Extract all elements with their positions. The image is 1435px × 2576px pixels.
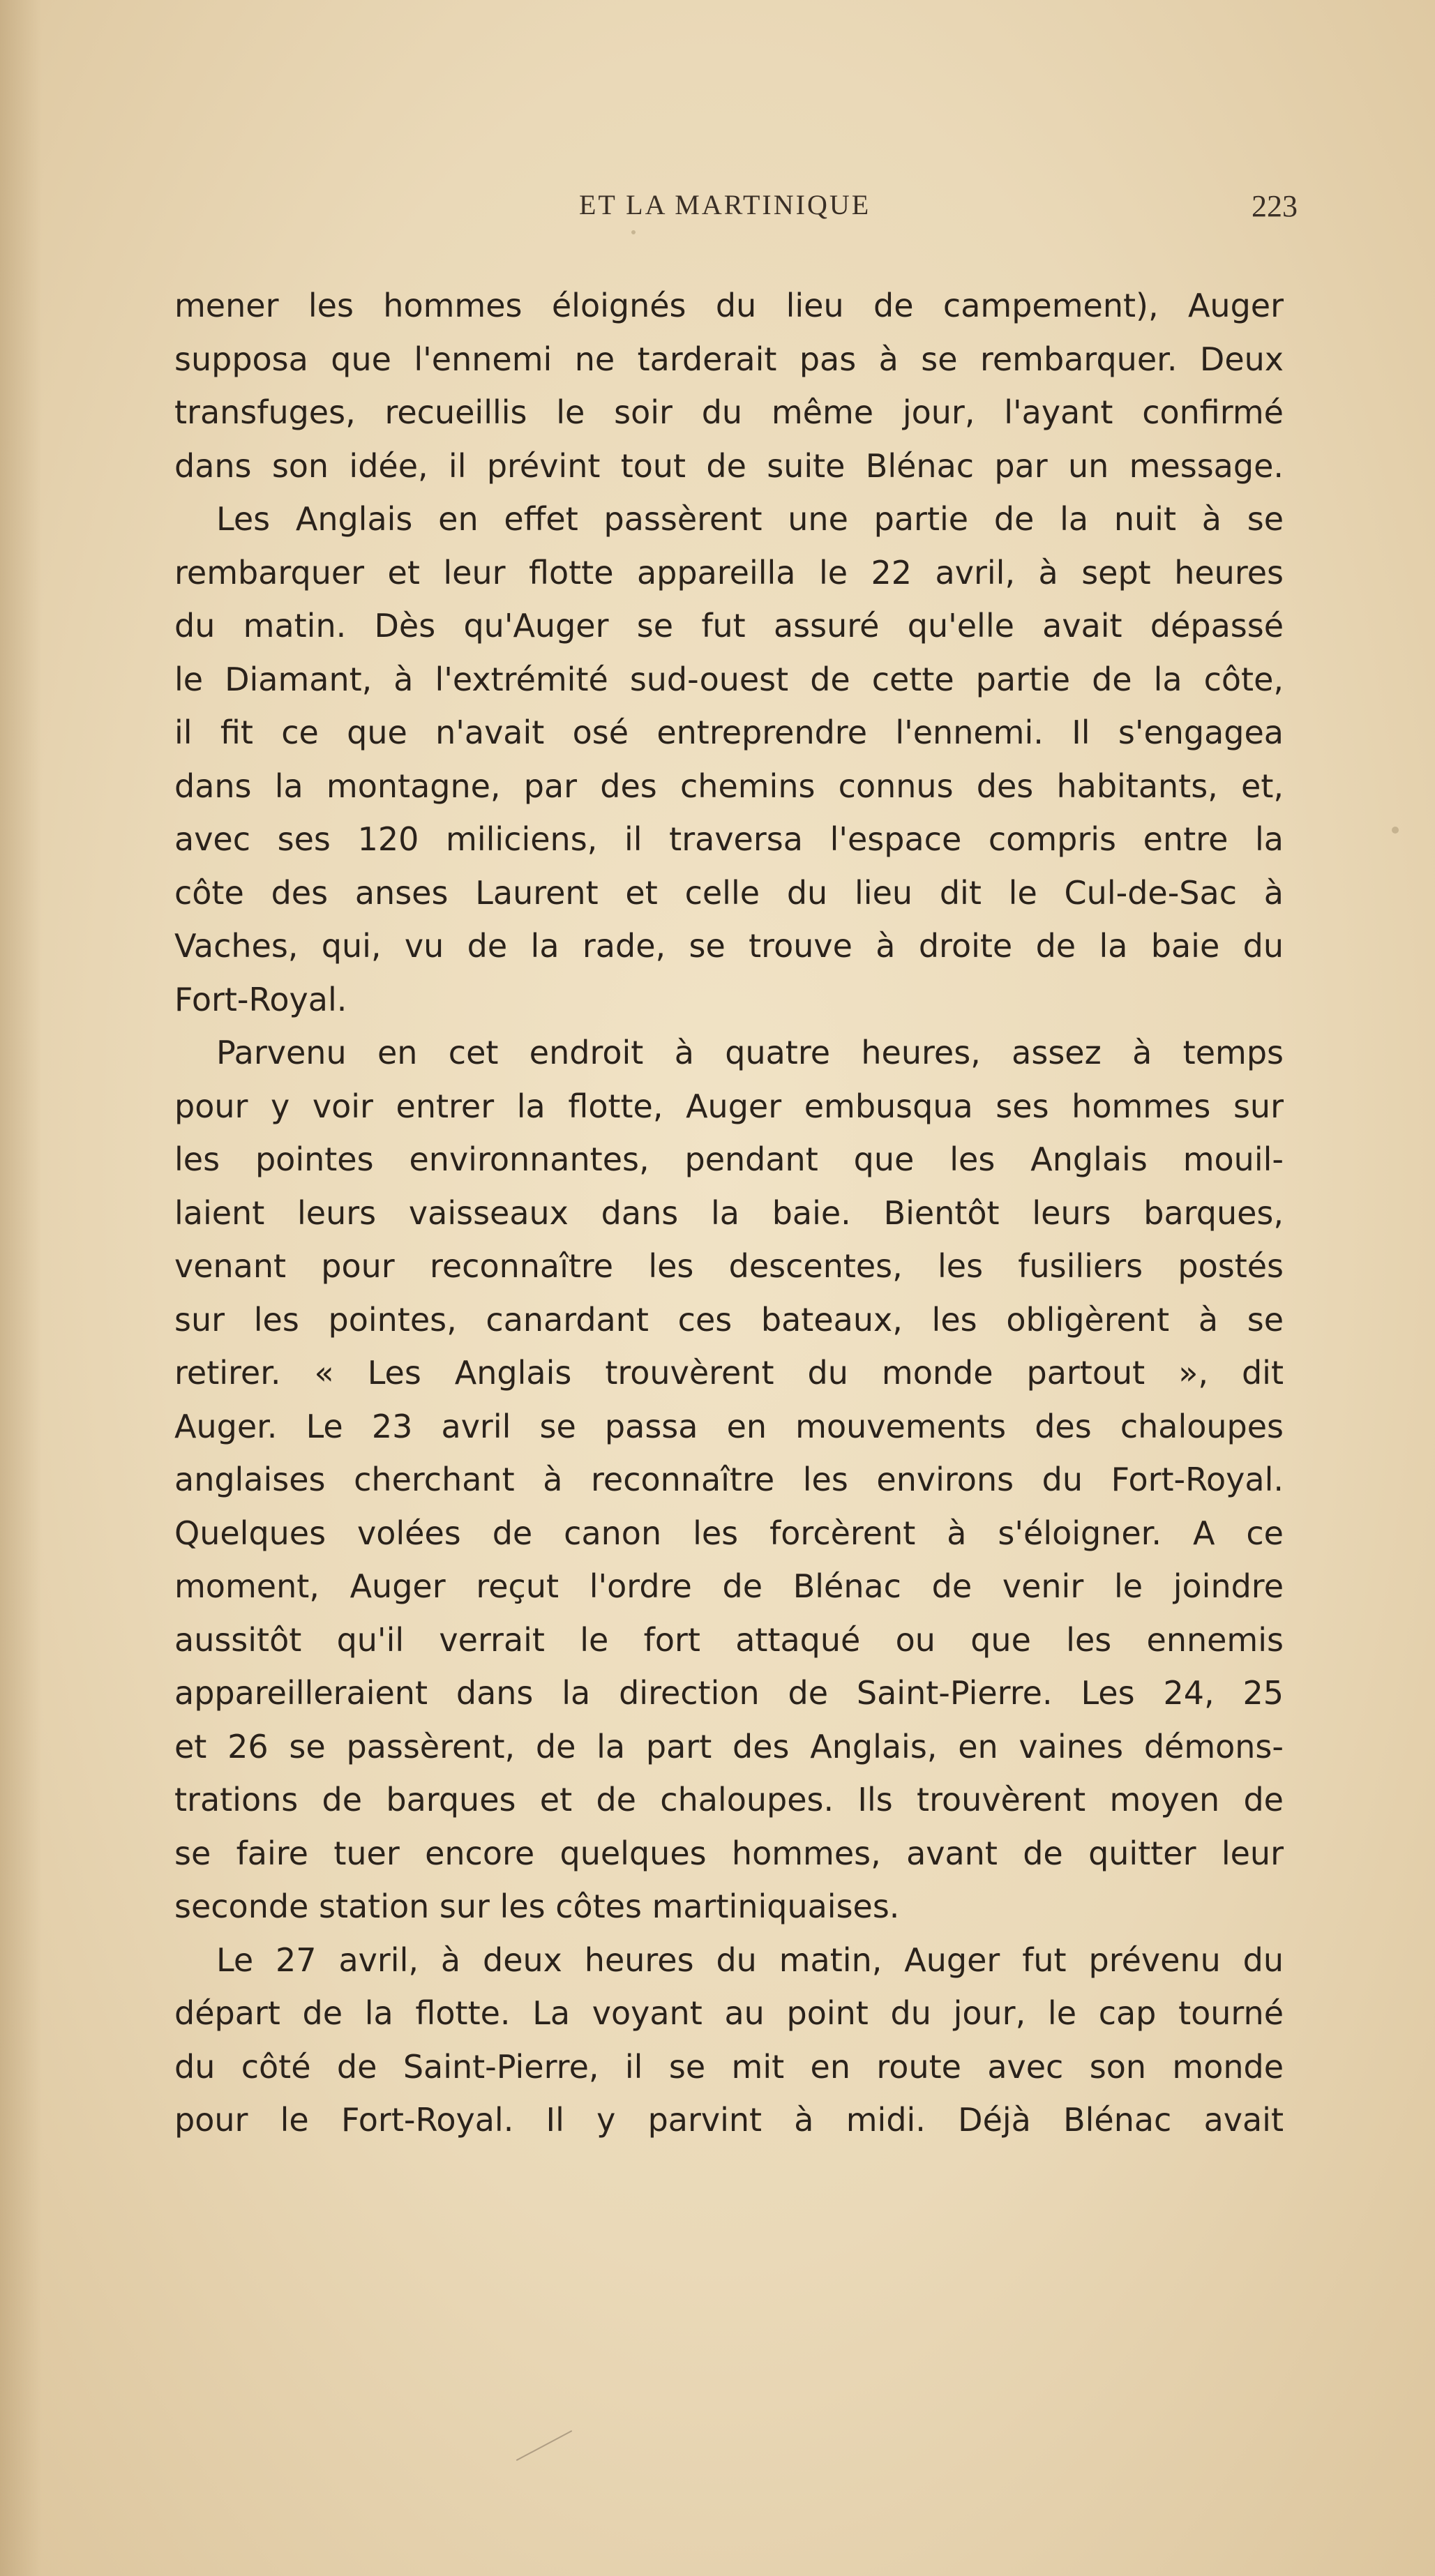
- text-line: trations de barques et de chaloupes. Ils trouvèrent moyen de: [174, 1781, 1284, 1818]
- text-line: venant pour reconnaître les descentes, les fusiliers postés: [174, 1247, 1284, 1285]
- text-line: pour y voir entrer la flotte, Auger embusqua ses hommes sur: [174, 1087, 1284, 1125]
- text-line: départ de la flotte. La voyant au point du jour, le cap tourné: [174, 1994, 1284, 2032]
- text-line: mener les hommes éloignés du lieu de campement), Auger: [174, 287, 1284, 324]
- text-line: avec ses 120 miliciens, il traversa l'espace compris entre la: [174, 820, 1284, 858]
- text-line: supposa que l'ennemi ne tarderait pas à se rembarquer. Deux: [174, 340, 1284, 378]
- text-line: du matin. Dès qu'Auger se fut assuré qu'elle avait dépassé: [174, 607, 1284, 645]
- text-line: se faire tuer encore quelques hommes, avant de quitter leur: [174, 1834, 1284, 1872]
- text-line: Le 27 avril, à deux heures du matin, Auger fut prévenu du: [216, 1941, 1284, 1979]
- text-line: retirer. « Les Anglais trouvèrent du monde partout », dit: [174, 1354, 1284, 1392]
- text-line: transfuges, recueillis le soir du même jour, l'ayant confirmé: [174, 393, 1284, 431]
- text-line: et 26 se passèrent, de la part des Anglais, en vaines démons-: [174, 1727, 1284, 1765]
- paper-spot: [631, 230, 636, 234]
- running-header: [174, 188, 1298, 230]
- text-line: sur les pointes, canardant ces bateaux, les obligèrent à se: [174, 1300, 1284, 1339]
- text-line: les pointes environnantes, pendant que les Anglais mouil-: [174, 1140, 1284, 1178]
- text-line: du côté de Saint-Pierre, il se mit en route avec son monde: [174, 2047, 1284, 2086]
- text-line: seconde station sur les côtes martiniquaises.: [174, 1888, 900, 1925]
- running-title: ET LA MARTINIQUE: [579, 189, 871, 220]
- page-number: 223: [1252, 189, 1298, 223]
- text-line: aussitôt qu'il verrait le fort attaqué ou que les ennemis: [174, 1620, 1284, 1659]
- text-line: laient leurs vaisseaux dans la baie. Bientôt leurs barques,: [174, 1193, 1284, 1232]
- text-line: anglaises cherchant à reconnaître les environs du Fort-Royal.: [174, 1461, 1284, 1498]
- text-line: côte des anses Laurent et celle du lieu dit le Cul-de-Sac à: [174, 873, 1284, 912]
- stray-pencil-mark: [516, 2430, 572, 2461]
- text-line: le Diamant, à l'extrémité sud-ouest de cette partie de la côte,: [174, 660, 1284, 698]
- text-line: il fit ce que n'avait osé entreprendre l'ennemi. Il s'engagea: [174, 714, 1284, 751]
- paper-spot: [1392, 827, 1399, 834]
- text-line: dans son idée, il prévint tout de suite Blénac par un message.: [174, 446, 1284, 485]
- text-line: Les Anglais en effet passèrent une partie de la nuit à se: [216, 500, 1284, 538]
- text-line: moment, Auger reçut l'ordre de Blénac de venir le joindre: [174, 1567, 1284, 1605]
- text-line: Quelques volées de canon les forcèrent à s'éloigner. A ce: [174, 1514, 1284, 1552]
- text-line: dans la montagne, par des chemins connus des habitants, et,: [174, 767, 1284, 805]
- text-line: Vaches, qui, vu de la rade, se trouve à droite de la baie du: [174, 927, 1284, 965]
- text-line: Fort-Royal.: [174, 980, 347, 1018]
- text-line: Parvenu en cet endroit à quatre heures, assez à temps: [216, 1034, 1284, 1071]
- page-edge-shadow: [0, 0, 42, 2576]
- text-line: pour le Fort-Royal. Il y parvint à midi. Déjà Blénac avait: [174, 2101, 1284, 2139]
- text-line: Auger. Le 23 avril se passa en mouvements des chaloupes: [174, 1407, 1284, 1445]
- body-text: [174, 279, 1284, 2147]
- text-line: appareilleraient dans la direction de Saint-Pierre. Les 24, 25: [174, 1674, 1284, 1712]
- text-line: rembarquer et leur flotte appareilla le 22 avril, à sept heures: [174, 553, 1284, 592]
